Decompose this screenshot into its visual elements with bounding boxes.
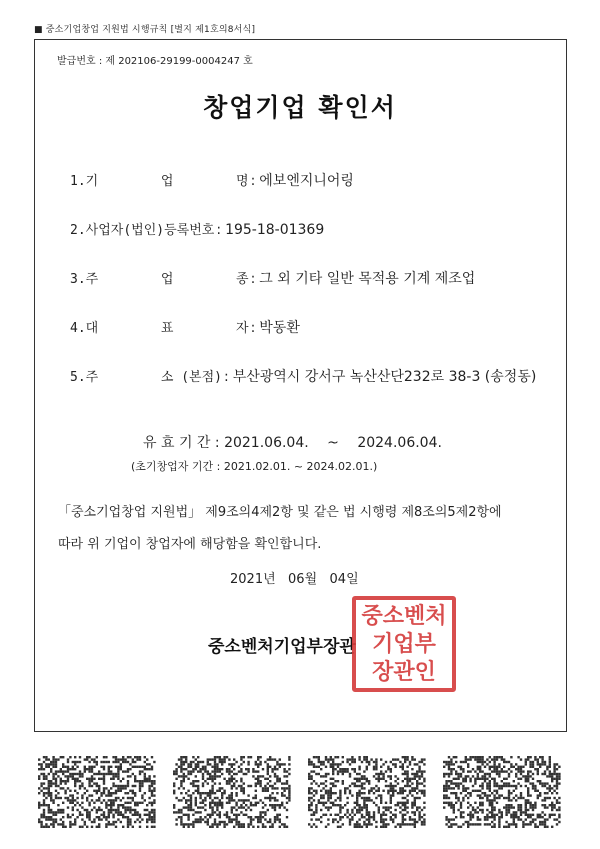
field-registration-number: 2.사업자(법인)등록번호 : 195-18-01369 — [70, 219, 324, 238]
form-reference-note: ■ 중소기업창업 지원법 시행규칙 [별지 제1호의8서식] — [34, 25, 256, 35]
field-value: 에보엔지니어링 — [259, 173, 354, 189]
seal-text-line: 장관인 — [372, 659, 436, 685]
verification-2d-barcodes — [38, 756, 562, 828]
issue-number: 발급번호 : 제 202106-29199-0004247 호 — [57, 56, 253, 67]
field-value: 부산광역시 강서구 녹산산단232로 38-3 (송정동) — [232, 369, 537, 385]
barcode-block — [173, 756, 291, 828]
field-company-name: 1.기 업 명 : 에보엔지니어링 — [70, 170, 354, 190]
field-label: 1.기 업 명 — [70, 174, 249, 189]
confirmation-statement — [58, 497, 548, 561]
field-address: 5.주 소 (본점) : 부산광역시 강서구 녹산산단232로 38-3 (송정동) — [70, 366, 536, 386]
field-representative: 4.대 표 자 : 박동환 — [70, 317, 300, 337]
issuer-name: 중소벤처기업부장관 — [208, 637, 356, 657]
field-label: 4.대 표 자 — [70, 321, 249, 336]
issue-date: 2021년 06월 04일 — [230, 572, 359, 587]
document-title: 창업기업 확인서 — [203, 93, 397, 122]
field-label: 2.사업자(법인)등록번호 — [70, 223, 215, 238]
field-value: 그 외 기타 일반 목적용 기계 제조업 — [259, 271, 476, 287]
official-seal — [352, 596, 456, 692]
validity-end: 2024.06.04. — [357, 435, 442, 451]
statement-line: 따라 위 기업이 창업자에 해당함을 확인합니다. — [58, 537, 322, 552]
seal-text-line: 기업부 — [372, 631, 436, 657]
validity-start: 2021.06.04. — [224, 435, 309, 451]
field-label: 5.주 소 (본점) — [70, 370, 222, 385]
seal-text-line: 중소벤처 — [361, 603, 447, 629]
validity-separator: ~ — [327, 435, 339, 451]
validity-label: 유 효 기 간 : — [143, 435, 220, 451]
statement-line: 「중소기업창업 지원법」 제9조의4제2항 및 같은 법 시행령 제8조의5제2항에 — [58, 505, 502, 520]
field-label: 3.주 업 종 — [70, 272, 249, 287]
field-value: 박동환 — [259, 320, 300, 336]
barcode-block — [38, 756, 156, 828]
initial-founder-period: (초기창업자 기간 : 2021.02.01. ~ 2024.02.01.) — [131, 460, 378, 473]
barcode-block — [308, 756, 426, 828]
validity-period — [143, 432, 442, 452]
barcode-block — [443, 756, 561, 828]
field-value: 195-18-01369 — [225, 222, 325, 238]
field-business-type: 3.주 업 종 : 그 외 기타 일반 목적용 기계 제조업 — [70, 268, 475, 288]
